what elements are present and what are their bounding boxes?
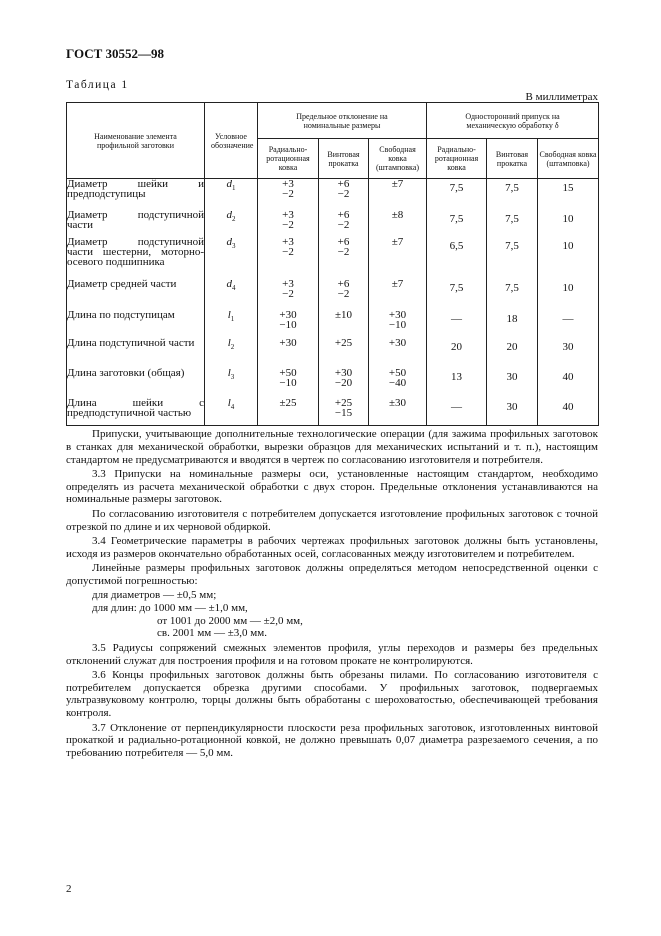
cell-al-free: 40 — [538, 368, 599, 398]
cell-element-name: Длина по подступицам — [67, 310, 205, 338]
header-al-screw: Винтовая прокатка — [487, 139, 538, 179]
paragraph-3-3: 3.3 Припуски на номинальные размеры оси, установленные настоящим стандартом, необходимо определять из расчета механической обработки с двух сторон. Предельные отклонения устанавливаются на номинальные размеры заготовок. — [66, 467, 598, 506]
cell-al-free: 15 — [538, 179, 599, 210]
cell-al-radial: — — [427, 310, 487, 338]
cell-dev-screw: +25 −15 — [319, 398, 369, 426]
header-deviation-group: Предельное отклонение на номинальные размеры — [258, 103, 427, 139]
table-row — [67, 210, 599, 237]
paragraph-3-5: 3.5 Радиусы сопряжений смежных элементов профиля, углы переходов и размеры без предельных отклонений служат для построения профиля и на готовом прокате не контролируются. — [66, 641, 598, 667]
cell-al-screw: 30 — [487, 368, 538, 398]
cell-dev-free: +30 −10 — [369, 310, 427, 338]
cell-dev-screw: +25 — [319, 338, 369, 368]
table-row — [67, 279, 599, 310]
tolerance-line: для длин: до 1000 мм — ±1,0 мм, — [92, 601, 248, 614]
allowance-table — [66, 102, 599, 426]
header-dev-free: Свободная ковка (штамповка) — [369, 139, 427, 179]
cell-al-screw: 30 — [487, 398, 538, 426]
cell-al-radial: 6,5 — [427, 237, 487, 279]
cell-al-screw: 7,5 — [487, 279, 538, 310]
cell-dev-free: +50 −40 — [369, 368, 427, 398]
paragraph-3-7: 3.7 Отклонение от перпендикулярности плоскости реза профильных заготовок, изготовленных винтовой прокаткой и радиально-ротационной ковкой, не должно превышать 0,07 диаметра разрезаемого сечения, а по требованию потребителя — 5,0 мм. — [66, 721, 598, 760]
header-dev-screw: Винтовая прокатка — [319, 139, 369, 179]
cell-al-radial: 7,5 — [427, 179, 487, 210]
cell-dev-screw: +6 −2 — [319, 210, 369, 237]
cell-dev-free: ±8 — [369, 210, 427, 237]
cell-dev-free: ±7 — [369, 279, 427, 310]
cell-dev-radial: +3 −2 — [258, 179, 319, 210]
cell-dev-radial: +30 −10 — [258, 310, 319, 338]
header-dev-radial: Радиально-ротационная ковка — [258, 139, 319, 179]
document-header: ГОСТ 30552—98 — [66, 46, 165, 61]
cell-dev-free: ±7 — [369, 179, 427, 210]
cell-designation: $d_1$ — [205, 179, 258, 210]
cell-al-radial: — — [427, 398, 487, 426]
cell-element-name: Диаметр подступичной части шестерни, моторно-осевого подшипника — [67, 237, 205, 279]
table-row — [67, 179, 599, 210]
table-caption: Таблица 1 — [66, 79, 129, 91]
cell-al-radial: 20 — [427, 338, 487, 368]
body-text — [66, 428, 598, 761]
cell-element-name: Диаметр шейки и предподступицы — [67, 179, 205, 210]
cell-designation: $l_4$ — [205, 398, 258, 426]
cell-element-name: Диаметр подступичной части — [67, 210, 205, 237]
cell-al-free: — — [538, 310, 599, 338]
cell-dev-screw: +6 −2 — [319, 179, 369, 210]
table-units: В миллиметрах — [525, 91, 598, 103]
table-row — [67, 237, 599, 279]
cell-al-free: 10 — [538, 210, 599, 237]
cell-al-radial: 13 — [427, 368, 487, 398]
header-allowance-group: Односторонний припуск на механическую обработку δ — [427, 103, 599, 139]
table-row — [67, 310, 599, 338]
cell-al-screw: 18 — [487, 310, 538, 338]
cell-dev-radial: ±25 — [258, 398, 319, 426]
cell-element-name: Диаметр средней части — [67, 279, 205, 310]
cell-al-screw: 7,5 — [487, 210, 538, 237]
cell-dev-radial: +3 −2 — [258, 210, 319, 237]
cell-al-screw: 20 — [487, 338, 538, 368]
cell-al-screw: 7,5 — [487, 179, 538, 210]
cell-element-name: Длина заготовки (общая) — [67, 368, 205, 398]
cell-al-free: 10 — [538, 237, 599, 279]
tolerance-line: от 1001 до 2000 мм — ±2,0 мм, — [157, 614, 303, 627]
cell-dev-free: +30 — [369, 338, 427, 368]
cell-designation: $l_1$ — [205, 310, 258, 338]
cell-dev-screw: +30 −20 — [319, 368, 369, 398]
table-row — [67, 368, 599, 398]
cell-dev-radial: +3 −2 — [258, 237, 319, 279]
cell-designation: $d_2$ — [205, 210, 258, 237]
header-designation: Условное обозначение — [205, 103, 258, 179]
cell-al-radial: 7,5 — [427, 210, 487, 237]
cell-dev-radial: +3 −2 — [258, 279, 319, 310]
cell-designation: $d_3$ — [205, 237, 258, 279]
header-element-name: Наименование элемента профильной заготовки — [67, 103, 205, 179]
cell-dev-screw: +6 −2 — [319, 279, 369, 310]
table-row — [67, 338, 599, 368]
cell-designation: $l_3$ — [205, 368, 258, 398]
tolerance-line: для диаметров — ±0,5 мм; — [92, 589, 217, 602]
cell-designation: $d_4$ — [205, 279, 258, 310]
cell-al-free: 30 — [538, 338, 599, 368]
cell-element-name: Длина шейки с предподступичной частью — [67, 398, 205, 426]
cell-dev-free: ±30 — [369, 398, 427, 426]
header-al-radial: Радиально-ротационная ковка — [427, 139, 487, 179]
header-al-free: Свободная ковка (штамповка) — [538, 139, 599, 179]
cell-element-name: Длина подступичной части — [67, 338, 205, 368]
table-body — [67, 179, 599, 426]
cell-al-radial: 7,5 — [427, 279, 487, 310]
table-row — [67, 398, 599, 426]
cell-al-free: 10 — [538, 279, 599, 310]
cell-dev-screw: ±10 — [319, 310, 369, 338]
cell-dev-screw: +6 −2 — [319, 237, 369, 279]
cell-dev-free: ±7 — [369, 237, 427, 279]
paragraph: По согласованию изготовителя с потребителем допускается изготовление профильных заготовок с точной отрезкой по длине и их черновой обдиркой. — [66, 507, 598, 533]
paragraph-3-4: 3.4 Геометрические параметры в рабочих чертежах профильных заготовок должны быть установлены, исходя из размеров окончательно обработанных осей, согласованных между изготовителем и потребителем. — [66, 534, 598, 560]
tolerance-line: св. 2001 мм — ±3,0 мм. — [157, 627, 267, 640]
paragraph: Припуски, учитывающие дополнительные технологические операции (для зажима профильных заготовок в станках для механической обработки, вырезки образцов для механических испытаний и т. п.), настоящим стандартом не предусматриваются и вводятся в чертеж по согласованию изготовителя и потребителя. — [66, 428, 598, 466]
cell-al-free: 40 — [538, 398, 599, 426]
cell-dev-radial: +50 −10 — [258, 368, 319, 398]
cell-al-screw: 7,5 — [487, 237, 538, 279]
cell-designation: $l_2$ — [205, 338, 258, 368]
cell-dev-radial: +30 — [258, 338, 319, 368]
paragraph-3-6: 3.6 Концы профильных заготовок должны быть обрезаны пилами. По согласованию изготовителя с потребителем допускается обрезка другими способами. У профильных заготовок, подвергаемых ультразвуковому контролю, торцы должны быть обработаны с шероховатостью, обеспечивающей требования контроля. — [66, 668, 598, 720]
paragraph: Линейные размеры профильных заготовок должны определяться методом непосредственной оценки с допустимой погрешностью: — [66, 561, 598, 587]
page-number: 2 — [66, 883, 72, 895]
